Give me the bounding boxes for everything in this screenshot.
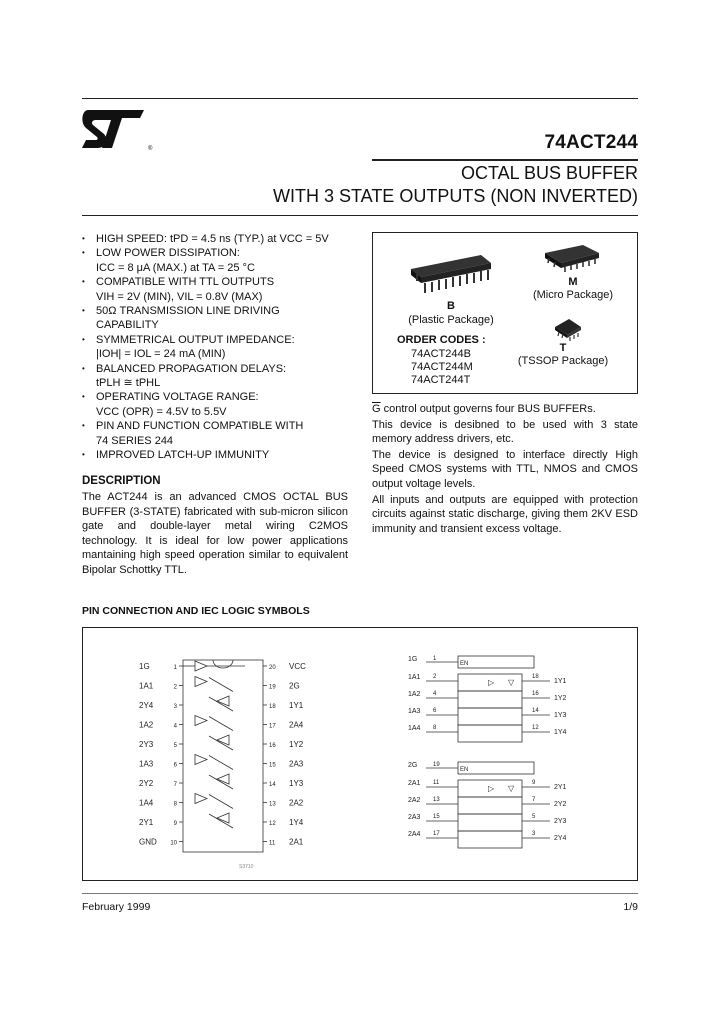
pin-number-right: 13 [269,801,276,808]
package-b-label: (Plastic Package) [408,314,494,326]
pin-number-right: 19 [269,684,276,691]
enable-label: 1G [408,656,418,663]
order-code-m: 74ACT244M [411,361,473,373]
buffer-group [183,661,245,828]
feature-text: BALANCED PROPAGATION DELAYS: [96,362,287,375]
buffer-triangle [195,677,207,687]
iec-output-name: 2Y4 [554,835,567,842]
iec-cell [458,725,522,742]
pin-number-left: 7 [173,782,177,788]
bullet-icon: • [82,421,85,431]
pin-name-left: 1A4 [139,798,154,808]
top-rule [82,98,638,99]
package-m-letter: M [568,276,578,288]
iec-input-number: 13 [433,797,440,803]
pin-number-right: 14 [269,782,276,788]
buffer-triangle [217,696,229,706]
order-codes-heading: ORDER CODES : [397,334,486,346]
pin-number-left: 10 [170,840,177,847]
en-box [458,656,534,668]
buffer-triangle [195,755,207,765]
pin-number-right: 15 [269,762,276,769]
iec-input-number: 4 [433,691,437,697]
feature-item [82,448,354,462]
iec-input-name: 2A3 [408,814,421,821]
en-text: EN [460,767,469,773]
buffer-symbol: ▷ [488,678,495,687]
pin-name-left: 1A2 [139,720,154,730]
feature-item [82,275,354,304]
feature-text: PIN AND FUNCTION COMPATIBLE WITH [96,420,304,433]
bullet-icon: • [82,392,85,402]
package-t-label: (TSSOP Package) [517,355,609,367]
pin-name-left: 1A3 [139,759,154,769]
features-list [82,232,354,463]
subtitle-line2: WITH 3 STATE OUTPUTS (NON INVERTED) [272,186,638,206]
iec-symbol-1 [408,656,567,742]
iec-output-number: 5 [532,814,536,820]
bullet-icon: • [82,363,85,373]
feature-text: 50Ω TRANSMISSION LINE DRIVING [96,305,280,318]
iec-input-name: 1A1 [408,674,421,681]
feature-sub: ICC = 8 μA (MAX.) at TA = 25 °C [96,261,255,274]
iec-output-number: 14 [532,708,539,714]
feature-item [82,304,354,333]
pin-number-right: 18 [269,704,276,710]
pin-name-right: 1Y2 [289,740,304,749]
pin-number-left: 6 [173,762,177,769]
pin-name-right: 1Y3 [289,779,304,788]
footer-date: February 1999 [82,901,151,913]
pin-name-right: 1Y4 [289,818,304,827]
package-t-letter: T [559,342,567,354]
description-heading: DESCRIPTION [82,475,161,487]
pin-name-right: 2A2 [289,798,304,808]
iec-input-name: 2A4 [408,831,421,838]
bullet-icon: • [82,450,85,460]
buffer-triangle [217,735,229,745]
right-paragraph-3: The device is designed to interface directly High Speed CMOS systems with TTL, NMOS and CMOS output voltage levels. [372,448,638,490]
pin-name-left: 1A1 [139,681,154,691]
feature-item [82,246,354,275]
description-body: The ACT244 is an advanced CMOS OCTAL BUS BUFFER (3-STATE) fabricated with sub-micron silicon gate and double-layer metal wiring C2MOS technology. It is ideal for low power applications mantaining high speed operation similar to equivalent Bipolar Schottky TTL. [82,491,348,576]
iec-cell [458,691,522,708]
pin-diagram-box [82,627,638,881]
enable-pin-number: 1 [433,656,437,662]
iec-cell [458,814,522,831]
pin-name-left: GND [139,837,157,847]
footer-rule [82,893,638,894]
feature-item [82,419,354,448]
bullet-icon: • [82,306,85,316]
wire [209,678,233,692]
feature-text: SYMMETRICAL OUTPUT IMPEDANCE: [96,333,295,346]
pin-number-right: 11 [269,840,276,847]
buffer-triangle [217,813,229,823]
wire [209,717,233,731]
tristate-symbol: ▽ [508,678,515,687]
pin-diagram [83,628,637,880]
p1-text: control output governs four BUS BUFFERs. [380,403,596,415]
feature-sub: VIH = 2V (MIN), VIL = 0.8V (MAX) [96,290,263,303]
subtitle-line1: OCTAL BUS BUFFER [460,163,638,183]
right-body-text [372,402,638,537]
left-pin-group [139,662,183,847]
package-b-letter: B [447,300,455,312]
right-paragraph-4: All inputs and outputs are equipped with protection circuits against static discharge, giving them 2KV ESD immunity and transient excess voltage. [372,493,638,535]
tristate-symbol: ▽ [508,784,515,793]
subtitle-rule [82,215,638,216]
iec-output-number: 3 [532,831,536,837]
feature-sub: tPLH ≅ tPHL [96,377,161,390]
feature-sub: |IOH| = IOL = 24 mA (MIN) [96,348,226,361]
part-number: 74ACT244 [544,132,638,153]
buffer-triangle [195,794,207,804]
feature-item [82,232,354,246]
pin-name-right: 1Y1 [289,701,304,710]
feature-text: COMPATIBLE WITH TTL OUTPUTS [96,276,275,289]
iec-output-name: 1Y4 [554,729,567,736]
iec-output-name: 1Y3 [554,712,567,719]
pin-number-left: 9 [173,821,177,827]
iec-output-name: 1Y1 [554,678,567,685]
iec-cell [458,797,522,814]
iec-output-name: 2Y1 [554,784,567,791]
wire [209,756,233,770]
tssop-package-icon [551,315,585,343]
iec-cell [458,831,522,848]
iec-input-number: 6 [433,708,437,714]
en-box [458,762,534,774]
pin-number-right: 16 [269,743,276,749]
iec-output-number: 12 [532,725,539,731]
buffer-symbol: ▷ [488,784,495,793]
iec-input-number: 2 [433,674,437,680]
feature-item [82,390,354,419]
iec-input-name: 2A2 [408,797,421,804]
bullet-icon: • [82,248,85,258]
feature-text: LOW POWER DISSIPATION: [96,247,240,260]
pin-number-left: 3 [173,704,177,710]
iec-input-name: 1A4 [408,725,421,732]
st-logo [82,106,156,154]
feature-item [82,362,354,391]
iec-input-number: 11 [433,780,440,786]
enable-pin-number: 19 [433,762,440,768]
enable-label: 2G [408,762,418,769]
bullet-icon: • [82,334,85,344]
iec-output-name: 1Y2 [554,695,567,702]
order-code-t: 74ACT244T [411,374,471,386]
wire [209,795,233,809]
iec-output-number: 9 [532,780,536,786]
package-box [372,232,638,394]
dip-notch [213,660,233,668]
pin-name-left: 2Y3 [139,740,154,749]
iec-output-number: 7 [532,797,536,803]
right-paragraph-1 [372,402,638,417]
pin-number-left: 4 [173,723,177,730]
en-text: EN [460,661,469,667]
buffer-triangle [195,661,207,671]
package-m-label: (Micro Package) [532,289,614,301]
g-overline: $\overline{G}$ [372,403,381,415]
pin-name-left: 2Y4 [139,701,154,710]
pin-section-heading: PIN CONNECTION AND IEC LOGIC SYMBOLS [82,605,310,617]
pin-name-right: VCC [289,662,306,671]
pin-number-left: 5 [173,743,177,749]
iec-input-number: 17 [433,831,440,837]
right-pin-group [263,662,306,847]
pin-name-left: 2Y1 [139,818,154,827]
right-paragraph-2: This device is desibned to be used with 3 state memory address drivers, etc. [372,418,638,446]
iec-output-name: 2Y3 [554,818,567,825]
footer-page: 1/9 [623,901,638,913]
feature-text: OPERATING VOLTAGE RANGE: [96,391,259,404]
pin-name-right: 2A1 [289,837,304,847]
iec-input-name: 2A1 [408,780,421,787]
pin-number-left: 8 [173,801,177,808]
order-code-b: 74ACT244B [411,348,471,360]
pin-name-left: 1G [139,662,150,671]
iec-output-number: 18 [532,674,539,680]
pin-name-right: 2A3 [289,759,304,769]
iec-input-name: 1A2 [408,691,421,698]
feature-text: IMPROVED LATCH-UP IMMUNITY [96,449,270,462]
iec-input-number: 8 [433,725,437,731]
iec-output-name: 2Y2 [554,801,567,808]
pin-number-left: 2 [173,684,177,691]
feature-sub: VCC (OPR) = 4.5V to 5.5V [96,405,227,418]
buffer-triangle [217,774,229,784]
iec-cell [458,708,522,725]
bullet-icon: • [82,277,85,287]
pin-name-right: 2A4 [289,720,304,730]
feature-sub: CAPABILITY [96,319,159,332]
buffer-triangle [195,716,207,726]
iec-input-name: 1A3 [408,708,421,715]
dip-footnote: S3710 [239,864,254,870]
registered-mark: ® [148,146,153,152]
iec-output-number: 16 [532,691,539,697]
pin-number-right: 17 [269,723,276,730]
pin-number-right: 20 [269,665,276,671]
bullet-icon: • [82,234,85,243]
pin-number-left: 1 [173,665,177,671]
pin-name-right: 2G [289,681,300,691]
pin-number-right: 12 [269,821,276,827]
pin-name-left: 2Y2 [139,779,154,788]
so-package-icon [541,241,603,275]
title-rule [372,159,638,161]
feature-text: HIGH SPEED: tPD = 4.5 ns (TYP.) at VCC = 5V [96,233,329,245]
feature-item [82,333,354,362]
dip-package-icon [407,247,495,299]
feature-sub: 74 SERIES 244 [96,434,174,447]
iec-symbol-2 [408,762,567,848]
iec-input-number: 15 [433,814,440,820]
